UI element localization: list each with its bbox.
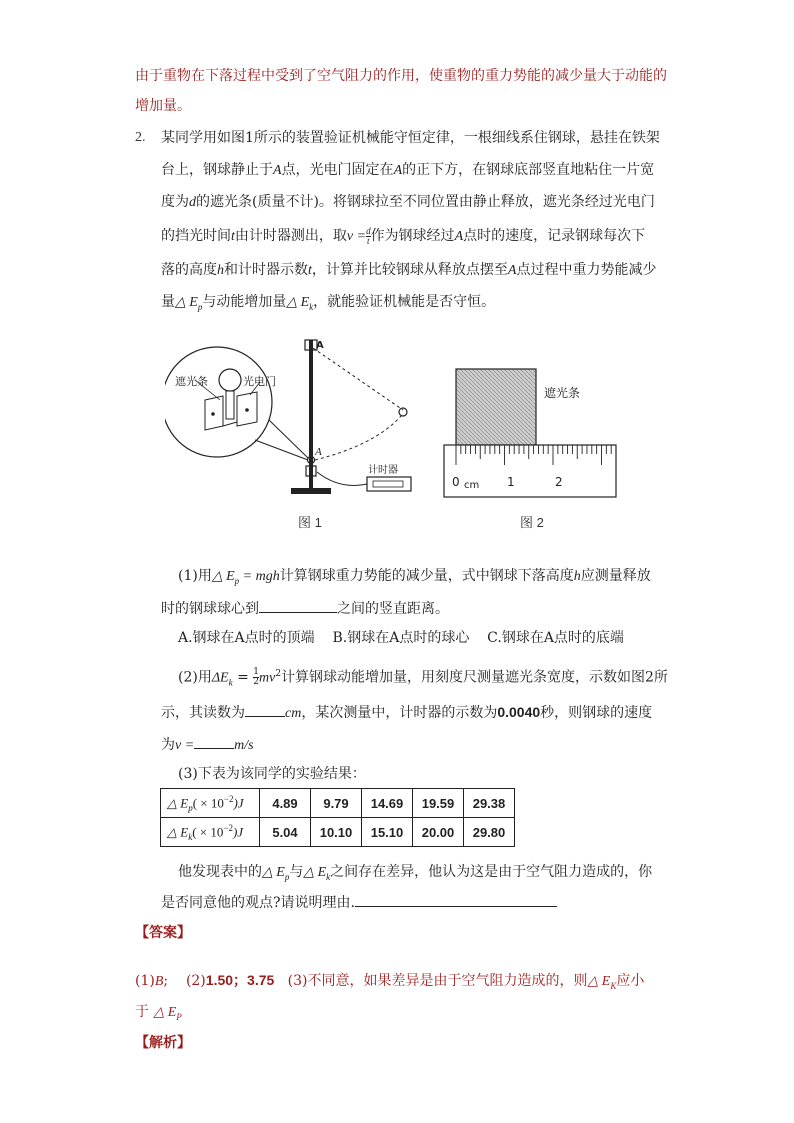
label-zheguangtiao-2: 遮光条 — [544, 386, 581, 400]
label-point-A: A — [315, 446, 322, 458]
intro-line-1: 由于重物在下落过程中受到了空气阻力的作用，使重物的重力势能的减少量大于动能的 — [135, 68, 667, 84]
svg-text:cm: cm — [464, 480, 480, 491]
blank-3 — [194, 734, 234, 749]
question-line-5: 落的高度h和计时器示数t，计算并比较钢球从释放点摆至A点过程中重力势能减少 — [161, 262, 657, 278]
option-c: C.钢球在A点时的底端 — [487, 630, 624, 646]
results-table — [160, 788, 515, 847]
analysis-tag: 【解析】 — [135, 1035, 191, 1051]
figure-1-apparatus — [165, 330, 425, 505]
label-timer: 计时器 — [368, 465, 398, 476]
part2-line-3: 为v = m/s — [161, 734, 254, 756]
released-ball — [399, 408, 407, 416]
table-cell: 29.38 — [464, 789, 515, 818]
blank-4 — [355, 892, 557, 907]
table-cell: 29.80 — [464, 818, 515, 847]
svg-text:2: 2 — [555, 475, 563, 489]
question-line-6: 量△ $E_p$与动能增加量△ $E_k$，就能验证机械能是否守恒。 — [161, 294, 496, 312]
timer-box — [367, 477, 411, 491]
question-line-2: 台上，钢球静止于A点，光电门固定在A的正下方，在钢球底部竖直地粘住一片宽 — [161, 162, 655, 178]
blank-2 — [245, 702, 285, 717]
table-cell: 15.10 — [362, 818, 413, 847]
stand-base — [291, 488, 331, 494]
part2-line-2: 示，其读数为 cm，某次测量中，计时器的示数为0.0040秒，则钢球的速度 — [161, 704, 653, 721]
table-row-ep: △ $E_p( \times 10^{-2})J$ 4.89 9.79 14.69 19.59 29.38 — [161, 789, 515, 818]
answer-line-1: (1)B; (2)1.50；3.75 (3)不同意，如果差异是由于空气阻力造成的，则△ $E_K$应小 — [135, 972, 645, 991]
table-cell: 4.89 — [260, 789, 311, 818]
question-line-1: 某同学用如图1所示的装置验证机械能守恒定律，一根细线系住钢球，悬挂在铁架 — [161, 130, 660, 146]
table-row-ek: △ $E_k( \times 10^{-2})J$ 5.04 10.10 15.10 20.00 29.80 — [161, 818, 515, 847]
part3-intro: (3)下表为该同学的实验结果： — [178, 766, 366, 782]
table-cell: 14.69 — [362, 789, 413, 818]
ball-magnified — [219, 369, 241, 391]
intro-line-2: 增加量。 — [135, 98, 191, 114]
blank-1 — [259, 598, 337, 613]
svg-text:A: A — [316, 340, 324, 351]
part3-after-2: 是否同意他的观点?请说明理由. — [161, 892, 557, 913]
svg-text:1: 1 — [507, 475, 515, 489]
part2-line-1: (2)用$\Delta E_k$ = $\frac{1}{2}$ $mv^2$计算钢球动能增加量，用刻度尺测量遮光条宽度，示数如图2所 — [178, 667, 668, 688]
svg-text:0: 0 — [452, 475, 460, 489]
label-zheguangtiao: 遮光条 — [175, 375, 208, 388]
label-guangdianmen: 光电门 — [243, 375, 276, 388]
figure-2-ruler — [440, 365, 620, 500]
table-cell: 10.10 — [311, 818, 362, 847]
part1-line-1: (1)用△ $E_p$ = mgh计算钢球重力势能的减少量，式中钢球下落高度h应测量释放 — [178, 568, 651, 586]
part1-line-2: 时的钢球球心到 之间的竖直距离。 — [161, 598, 449, 619]
shade-strip — [456, 369, 536, 445]
figure-2-caption: 图 2 — [520, 515, 544, 530]
table-cell: 5.04 — [260, 818, 311, 847]
figure-1-caption: 图 1 — [298, 515, 322, 530]
table-cell: 19.59 — [413, 789, 464, 818]
answer-line-2: 于 △ $E_P$ — [135, 1004, 182, 1022]
question-number: 2. — [135, 130, 146, 145]
part1-options — [178, 628, 624, 648]
question-line-4: 的挡光时间t由计时器测出，取v = $\frac{d}{t}$ 作为钢球经过A点时的速度，记录钢球每次下 — [161, 225, 646, 246]
question-line-3: 度为d的遮光条(质量不计)。将钢球拉至不同位置由静止释放，遮光条经过光电门 — [161, 194, 655, 210]
option-a: A.钢球在A点时的顶端 — [178, 630, 315, 646]
table-cell: 20.00 — [413, 818, 464, 847]
table-cell: 9.79 — [311, 789, 362, 818]
option-b: B.钢球在A点时的球心 — [332, 630, 470, 646]
part3-after-1: 他发现表中的△ $E_p$与△ $E_k$之间存在差异，他认为这是由于空气阻力造成的，你 — [178, 864, 653, 882]
answer-tag: 【答案】 — [135, 925, 191, 941]
